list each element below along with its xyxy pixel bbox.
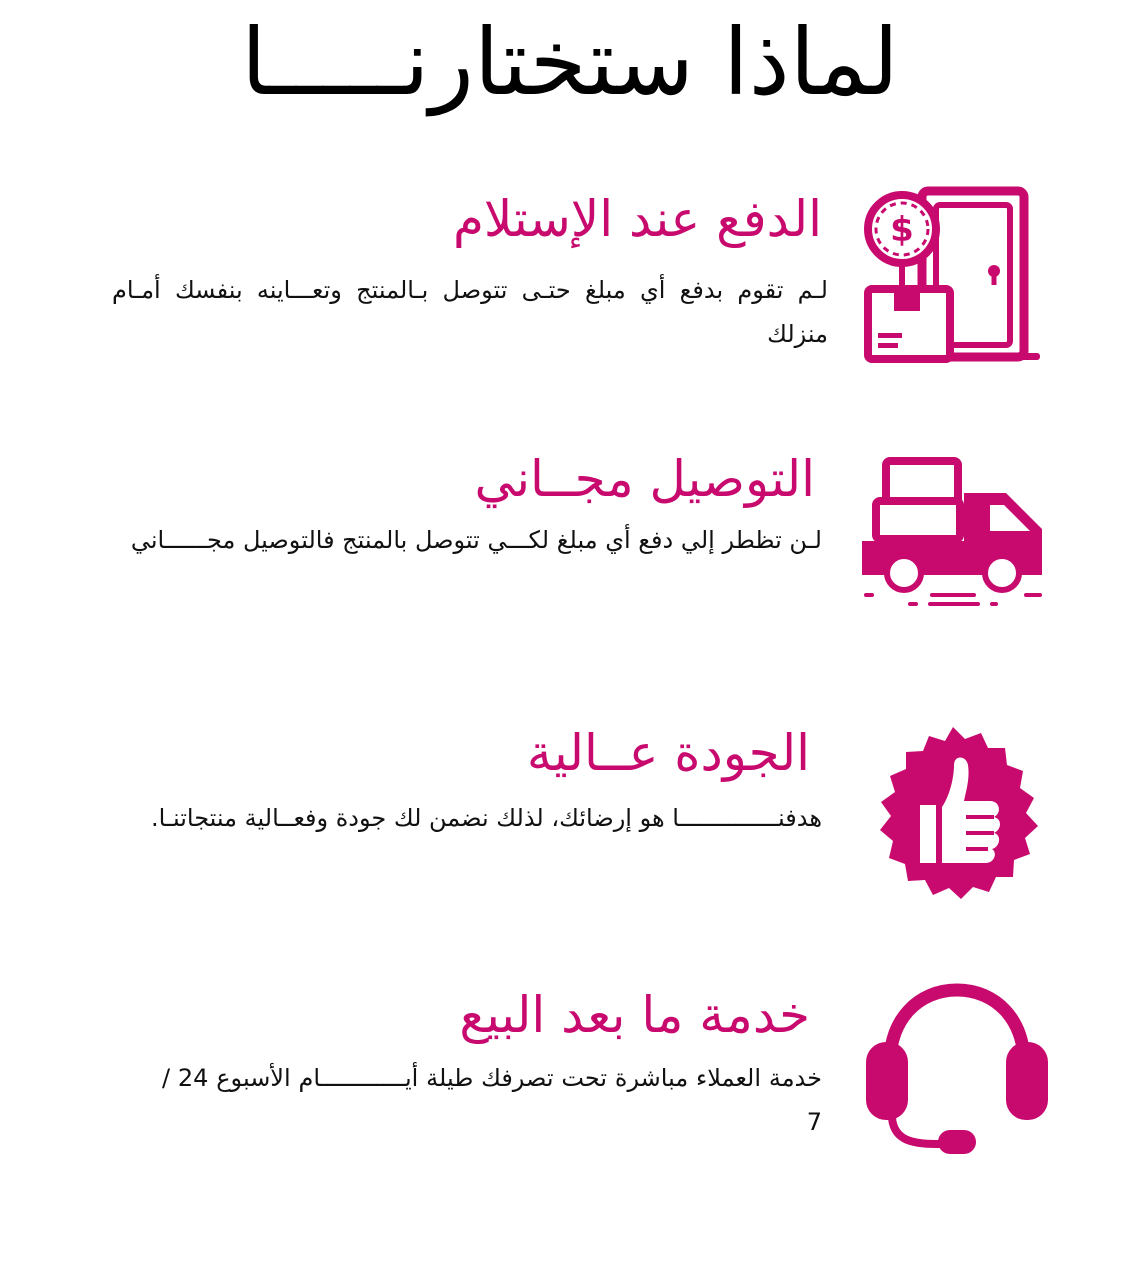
feature-description: هدفنــــــــــــــا هو إرضائك، لذلك نضمن لك جودة وفعــالية منتجاتنـا.	[150, 804, 822, 832]
svg-text:$: $	[890, 210, 914, 250]
cash-on-delivery-icon	[862, 185, 1042, 365]
delivery-truck-icon	[858, 455, 1048, 610]
feature-description: لـن تظطر إلي دفع أي مبلغ لكـــي تتوصل بالمنتج فالتوصيل مجــــــاني	[130, 526, 822, 554]
feature-title: الجودة عــالية	[526, 724, 810, 782]
feature-title: التوصيل مجــاني	[474, 450, 815, 508]
headset-icon	[862, 980, 1052, 1160]
feature-description: خدمة العملاء مباشرة تحت تصرفك طيلة أيــــــــــــام الأسبوع 24 / 7	[162, 1064, 822, 1136]
feature-title: الدفع عند الإستلام	[452, 190, 822, 248]
feature-title: خدمة ما بعد البيع	[459, 986, 810, 1044]
page-title: لماذا ستختارنـــــا	[241, 9, 899, 116]
feature-description: لـم تقوم بدفع أي مبلغ حتـى تتوصل بـالمنتج وتعـــاينه بنفسك أمـام منزلك	[112, 276, 828, 348]
thumbs-up-badge-icon	[862, 725, 1044, 907]
